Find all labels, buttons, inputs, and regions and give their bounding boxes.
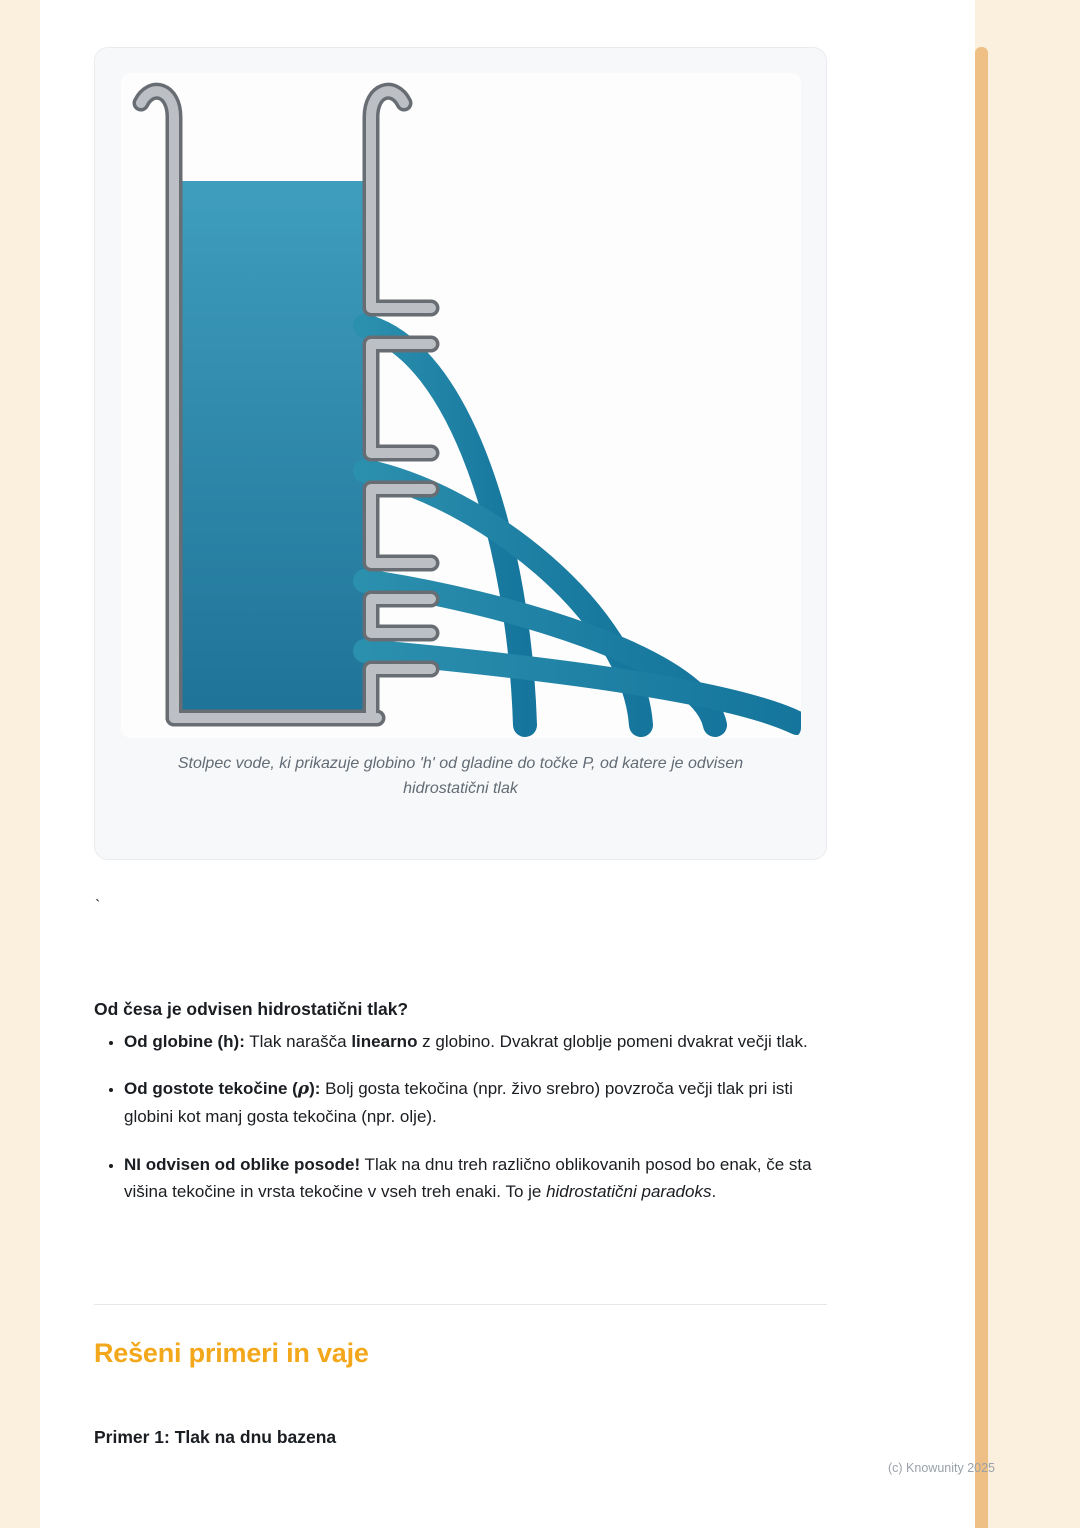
water-body <box>179 181 375 718</box>
example-1-title: Primer 1: Tlak na dnu bazena <box>94 1427 337 1447</box>
factors-list <box>94 1028 827 1225</box>
copyright-text: (c) Knowunity 2025 <box>888 1461 996 1475</box>
bullet-text: Tlak narašča <box>244 1032 352 1051</box>
bullet-text: Bolj gosta tekočina (npr. živo srebro) povzroča večji tlak pri isti globini kot manj gosta tekočina (npr. olje). <box>124 1079 793 1127</box>
figure-caption: Stolpec vode, ki prikazuje globino 'h' od gladine do točke P, od katere je odvisen hidrostatični tlak <box>177 755 744 797</box>
figure-card <box>94 47 827 860</box>
question-heading: Od česa je odvisen hidrostatični tlak? <box>94 999 409 1019</box>
list-item-depth <box>124 1028 827 1055</box>
bullet-text: z globino. Dvakrat globlje pomeni dvakrat večji tlak. <box>417 1032 808 1051</box>
list-item-shape <box>124 1151 827 1205</box>
examples-section-heading: Rešeni primeri in vaje <box>94 1338 369 1368</box>
bullet-text-bold: ): <box>309 1079 321 1099</box>
bullet-text-bold: Od gostote tekočine ( <box>124 1079 298 1099</box>
right-accent-stripe <box>975 47 988 1528</box>
right-margin <box>988 0 1080 1528</box>
water-column-illustration <box>121 73 801 738</box>
bullet-text-bold: NI odvisen od oblike posode! <box>124 1154 361 1174</box>
stray-backtick-text: ` <box>95 898 101 915</box>
list-item-density <box>124 1075 827 1130</box>
bullet-text: Tlak na dnu treh različno oblikovanih posod bo enak, če sta višina tekočine in vrsta tekočine v vseh treh enaki. To je <box>124 1154 812 1201</box>
section-divider <box>94 1304 827 1305</box>
water-column-figure <box>121 73 801 738</box>
bullet-text-italic: hidrostatični paradoks <box>546 1181 712 1201</box>
bullet-text-bold: linearno <box>351 1032 418 1051</box>
bullet-text-bold: Od globine (h): <box>124 1032 245 1051</box>
rho-symbol: ρ <box>297 1079 310 1100</box>
bullet-text: . <box>711 1181 717 1201</box>
